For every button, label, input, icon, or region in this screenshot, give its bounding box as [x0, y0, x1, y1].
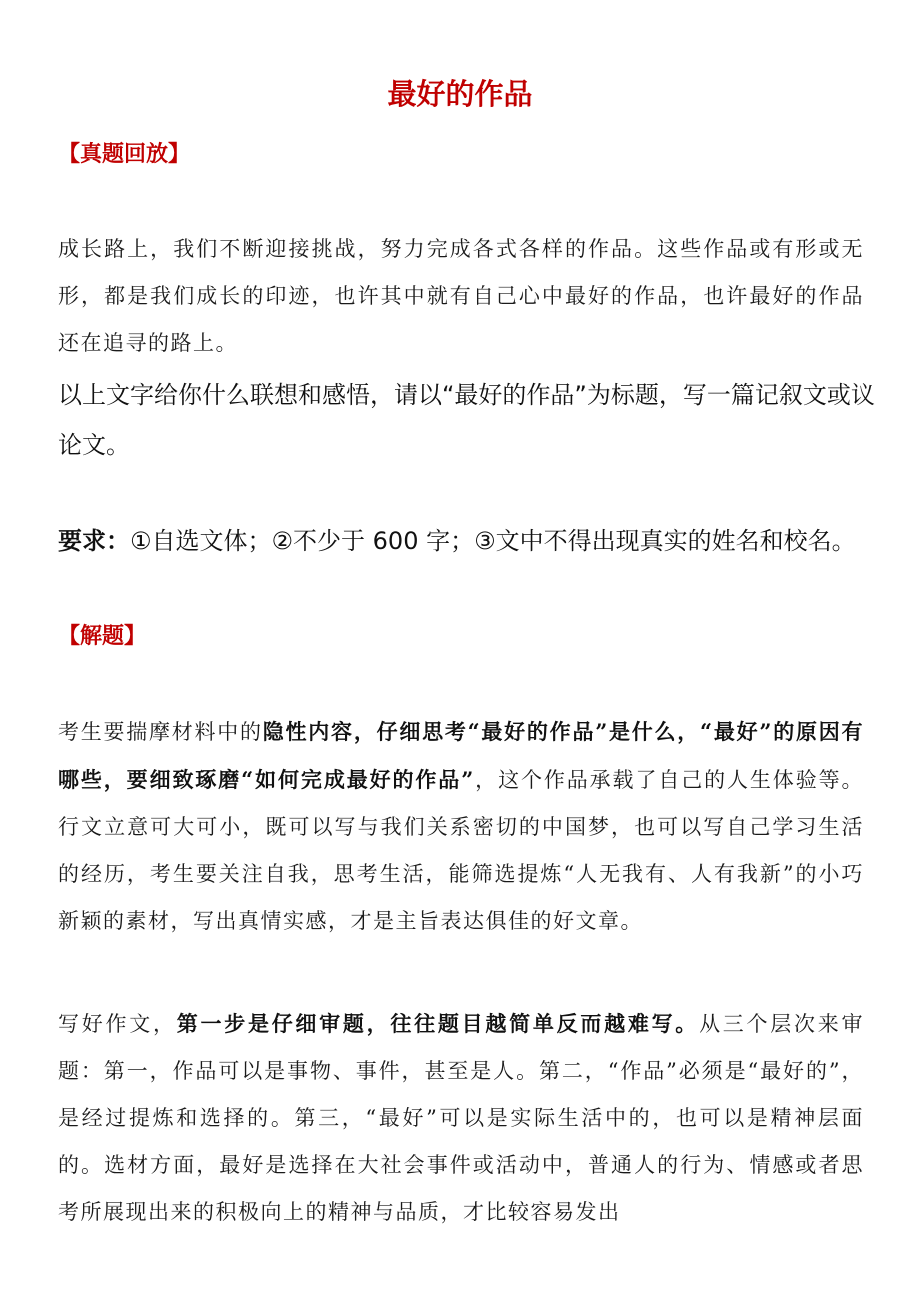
requirement-line [58, 516, 898, 566]
analysis-p1-bold: 隐性内容，仔细思考“最好的作品”是什么，“最好”的原因有哪些，要细致琢磨“如何完成最好的作品” [58, 719, 864, 792]
analysis-paragraph-1 [58, 708, 864, 945]
prompt-paragraph: 以上文字给你什么联想和感悟，请以“最好的作品”为标题，写一篇记叙文或议论文。 [58, 381, 875, 459]
requirement-label: 要求： [58, 527, 130, 555]
material-paragraph: 成长路上，我们不断迎接挑战，努力完成各式各样的作品。这些作品或有形或无形，都是我们成长的印迹，也许其中就有自己心中最好的作品，也许最好的作品还在追寻的路上。 [58, 237, 864, 355]
section-heading-review: 【真题回放】 [58, 142, 191, 167]
analysis-p2-bold: 第一步是仔细审题，往往题目越简单反而越难写。 [176, 1011, 700, 1036]
section-heading-analysis: 【解题】 [58, 624, 147, 649]
analysis-p2-text-b: 从三个层次来审题：第一，作品可以是事物、事件，甚至是人。第二，“作品”必须是“最好的”，是经过提炼和选择的。第三，“最好”可以是实际生活中的，也可以是精神层面的。选材方面，最好是选择在大社会事件或活动中，普通人的行为、情感或者思考所展现出来的积极向上的精神与品质，才比较容易发出 [58, 1012, 865, 1224]
analysis-paragraph-2 [58, 1000, 864, 1236]
analysis-p1-text-a: 考生要揣摩材料中的 [58, 720, 263, 744]
requirement-text: ①自选文体；②不少于 600 字；③文中不得出现真实的姓名和校名。 [130, 527, 856, 555]
analysis-p1-text-b: ，这个作品承载了自己的人生体验等。行文立意可大可小，既可以写与我们关系密切的中国梦，也可以写自己学习生活的经历，考生要关注自我，思考生活，能筛选提炼“人无我有、人有我新”的小巧新颖的素材，写出真情实感，才是主旨表达俱佳的好文章。 [58, 768, 864, 933]
analysis-p2-text-a: 写好作文， [58, 1012, 177, 1036]
page-title: 最好的作品 [387, 77, 533, 111]
